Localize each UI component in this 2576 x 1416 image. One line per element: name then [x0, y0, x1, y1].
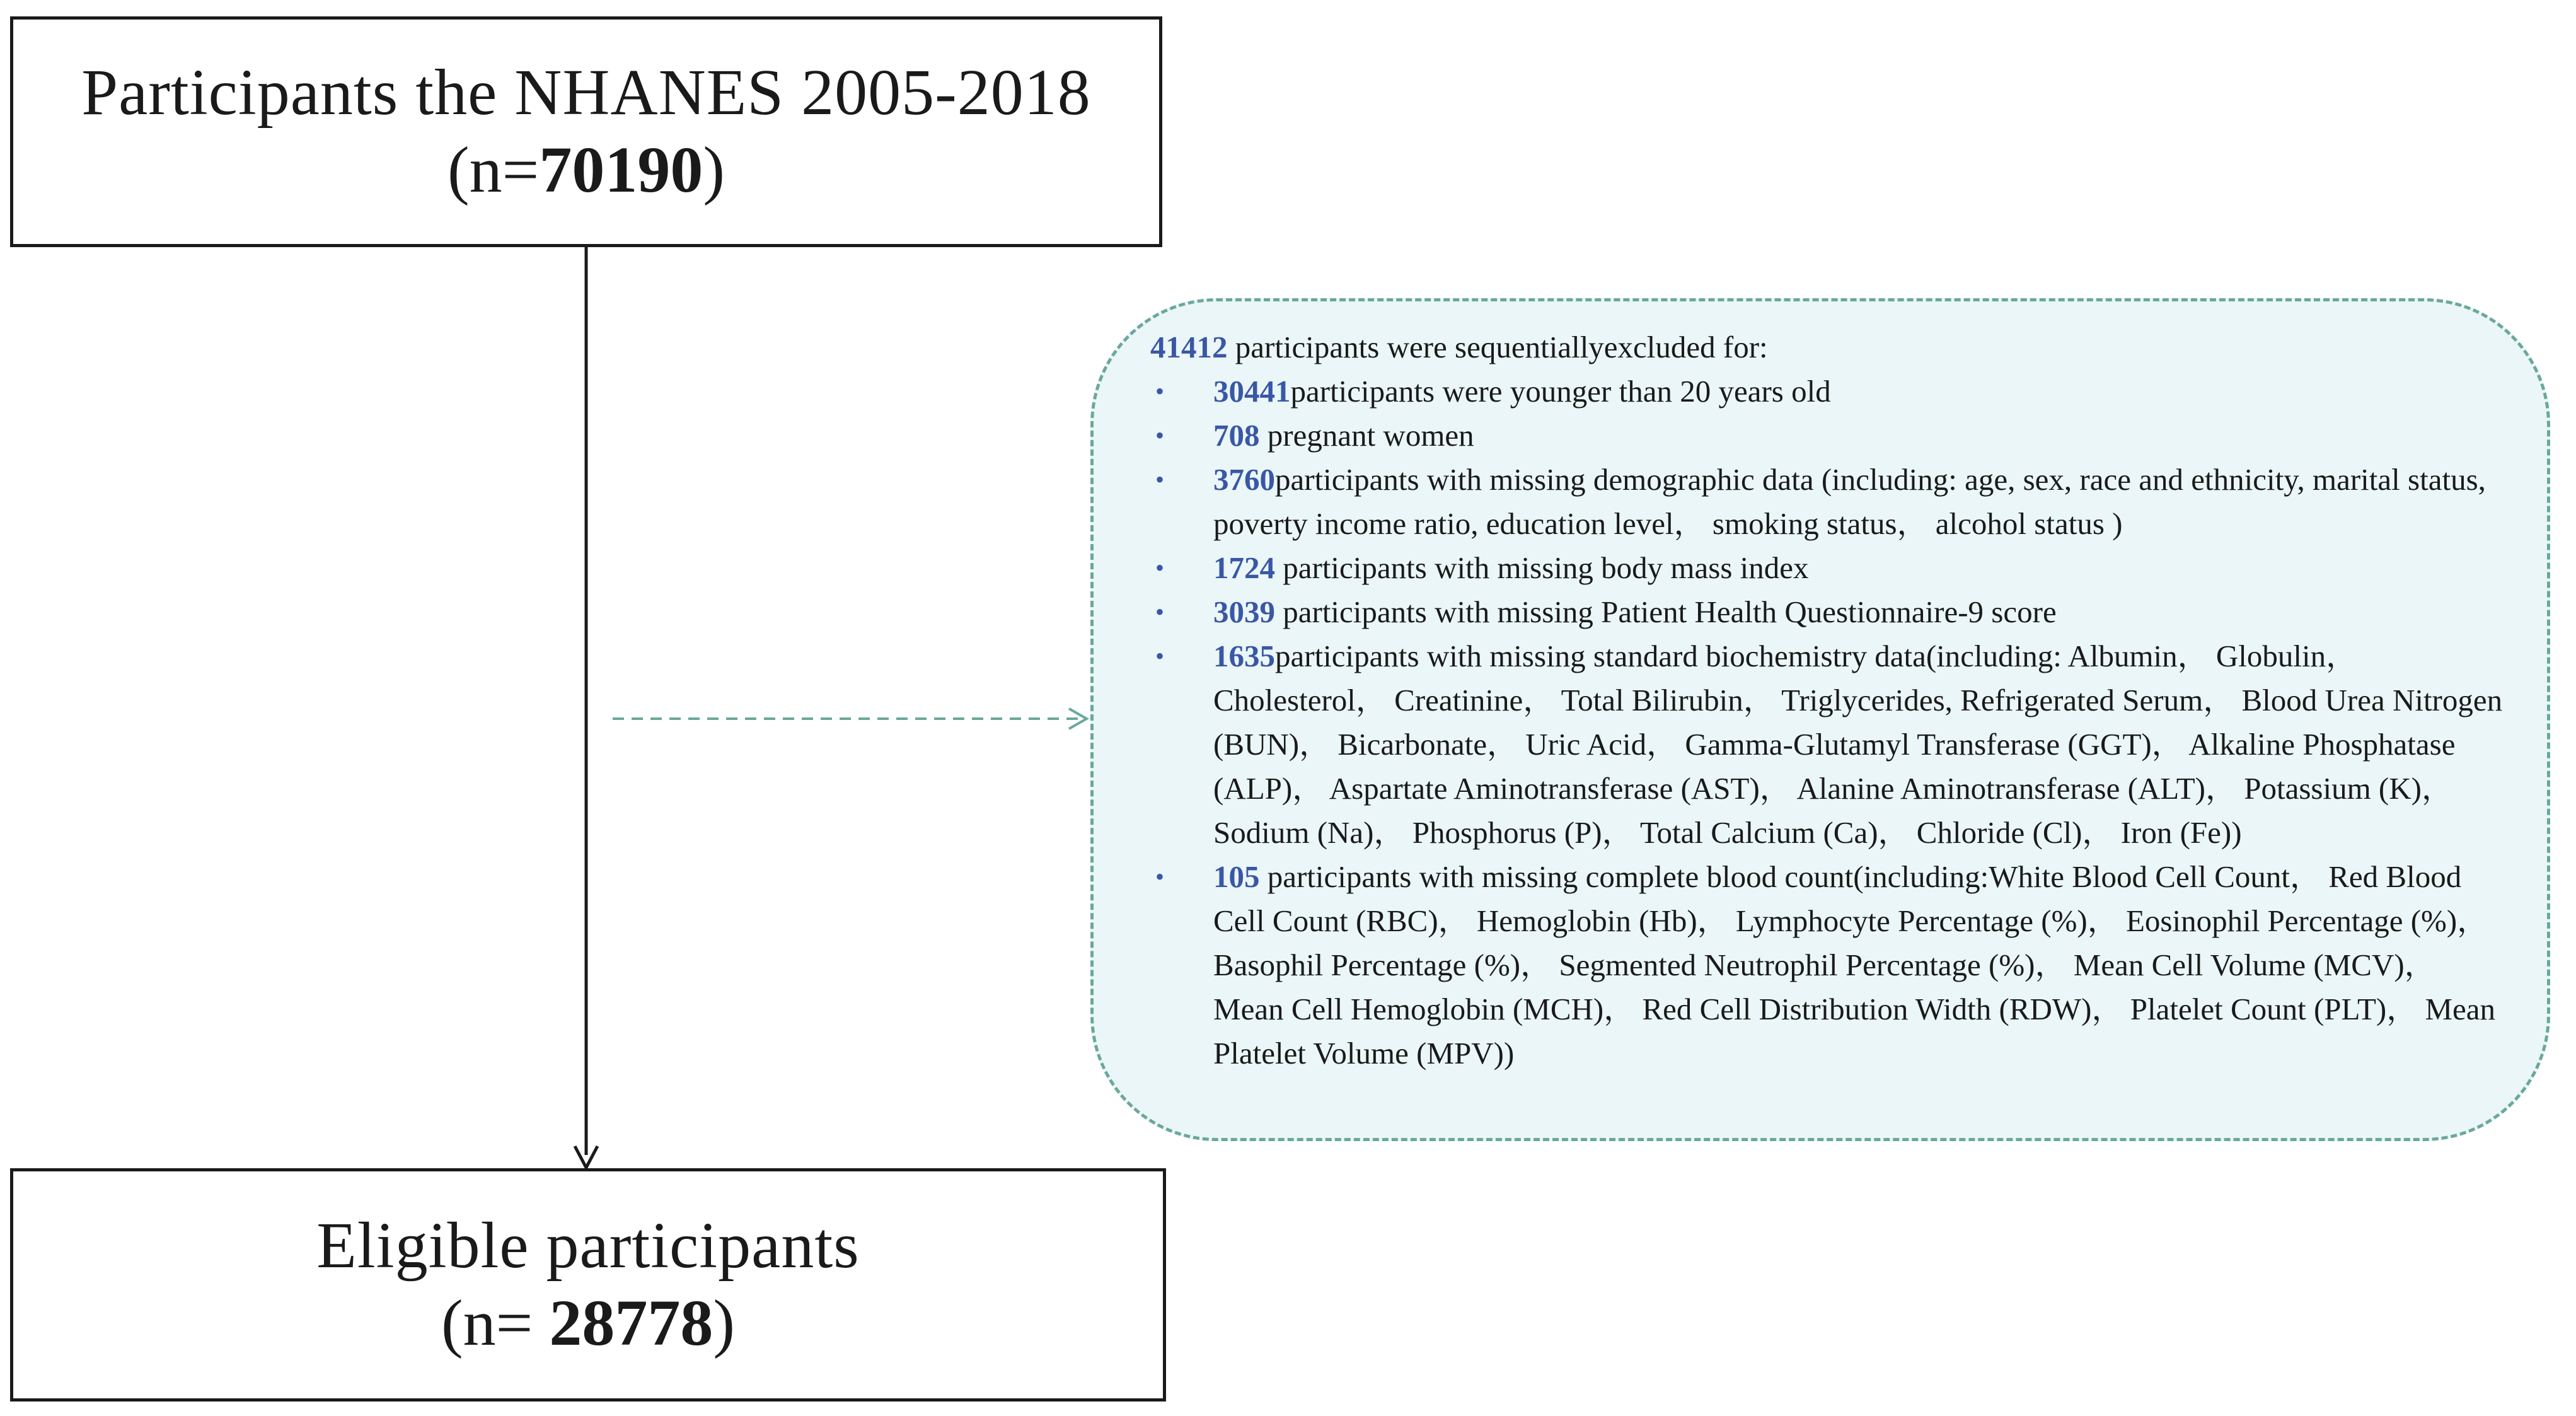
exclusion-text: participants with missing complete blood count(including:White Blood Cell Count， Red Blood Cell Count (RBC)， Hemoglobin (Hb)， Lymphocyte Percentage (%)， Eosinophil Percentage (%)， Basophil Percentage (%)， Segmented Neutrophil Percentage (%)， Mean Cell Volume (MCV)， Mean Cell Hemoglobin (MCH)， Red Cell Distribution Width (RDW)， Platelet Count (PLT)， Mean Platelet Volume (MPV)) [1213, 859, 2496, 1071]
count-prefix: (n= [448, 134, 540, 206]
exclusion-item-phq9 [1150, 590, 2503, 634]
exclusion-count: 105 [1213, 859, 1260, 894]
exclusion-item-demographic [1150, 458, 2503, 546]
exclusion-text: participants with missing demographic data (including: age, sex, race and ethnicity, marital status, poverty income ratio, education level， smoking status， alcohol status ) [1213, 462, 2486, 541]
count-suffix: ) [713, 1287, 735, 1359]
eligible-population-box [10, 1168, 1166, 1401]
bullet-icon: • [1155, 377, 1165, 405]
exclusion-text: pregnant women [1259, 418, 1474, 453]
bullet-icon: • [1155, 598, 1165, 626]
exclusion-list [1150, 369, 2503, 1076]
source-population-title: Participants the NHANES 2005-2018 [81, 56, 1091, 129]
exclusion-count: 1635 [1213, 639, 1275, 673]
count-suffix: ) [703, 134, 725, 206]
excluded-total-count: 41412 [1150, 330, 1228, 364]
source-population-count: 70190 [539, 134, 703, 206]
exclusion-text: participants with missing standard biochemistry data(including: Albumin， Globulin， Cholesterol， Creatinine， Total Bilirubin， Triglycerides, Refrigerated Serum， Blood Urea Nitrogen (BUN)， Bicarbonate， Uric Acid， Gamma-Glutamyl Transferase (GGT)， Alkaline Phosphatase (ALP)， Aspartate Aminotransferase (AST)， Alanine Aminotransferase (ALT)， Potassium (K)， Sodium (Na)， Phosphorus (P)， Total Calcium (Ca)， Chloride (Cl)， Iron (Fe)) [1213, 639, 2503, 850]
bullet-icon: • [1155, 642, 1165, 670]
exclusion-item-bmi [1150, 546, 2503, 590]
exclusion-item-biochemistry [1150, 634, 2503, 855]
eligible-population-count: 28778 [549, 1287, 713, 1359]
exclusion-text: participants with missing Patient Health Questionnaire-9 score [1275, 595, 2057, 629]
bullet-icon: • [1155, 554, 1165, 582]
bullet-icon: • [1155, 862, 1165, 891]
exclusion-count: 3039 [1213, 595, 1275, 629]
exclusion-count: 30441 [1213, 374, 1291, 409]
exclusion-item-pregnant [1150, 414, 2503, 458]
exclusion-item-age [1150, 369, 2503, 414]
exclusion-count: 1724 [1213, 550, 1275, 585]
count-prefix: (n= [441, 1287, 550, 1359]
exclusion-count: 3760 [1213, 462, 1275, 497]
exclusion-count: 708 [1213, 418, 1260, 453]
bullet-icon: • [1155, 421, 1165, 450]
eligible-population-count-line [441, 1285, 735, 1362]
exclusion-text: participants were younger than 20 years old [1290, 374, 1831, 409]
eligible-population-title: Eligible participants [316, 1209, 860, 1282]
exclusion-item-blood-count [1150, 855, 2503, 1076]
exclusion-text: participants with missing body mass index [1275, 550, 1809, 585]
exclusion-header-text: participants were sequentiallyexcluded for: [1227, 330, 1768, 364]
bullet-icon: • [1155, 465, 1165, 494]
source-population-count-line [448, 132, 725, 209]
exclusion-header [1150, 325, 2503, 369]
exclusion-criteria-box [1090, 298, 2550, 1141]
source-population-box [10, 16, 1162, 247]
